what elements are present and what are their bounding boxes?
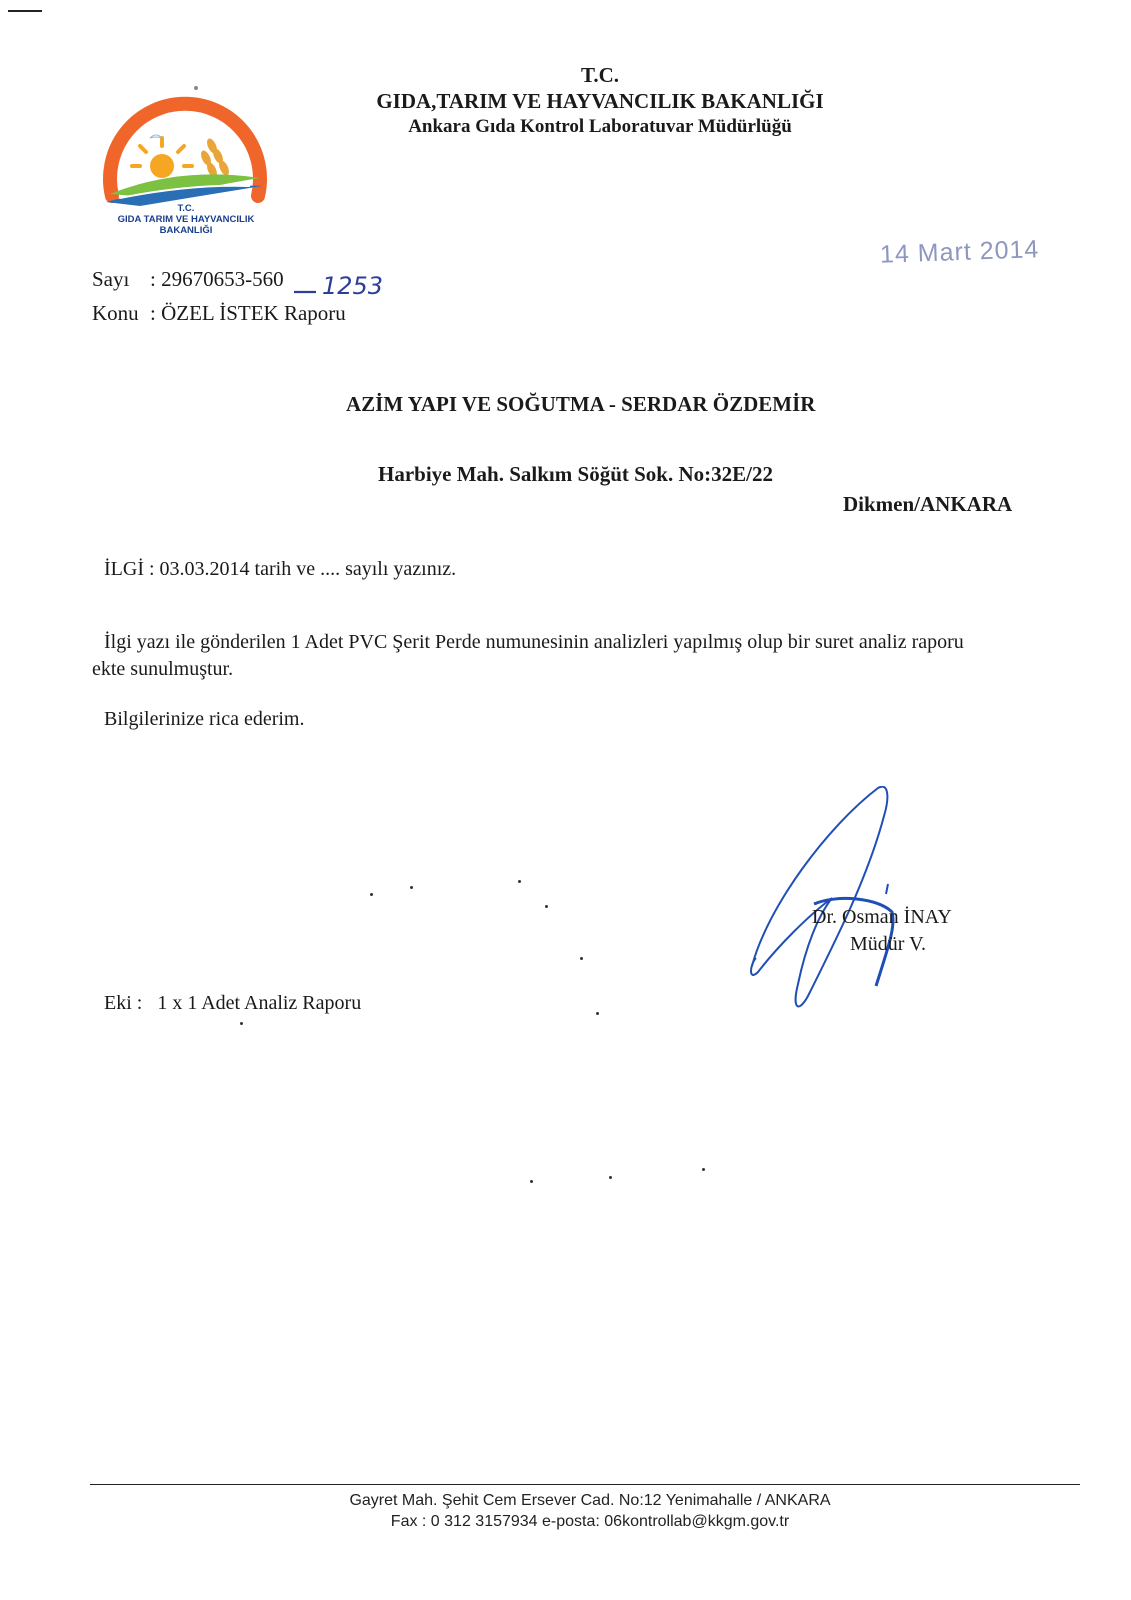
logo-caption-tc: T.C. (177, 203, 195, 214)
logo-caption-ministry: GIDA TARIM VE HAYVANCILIK (117, 214, 255, 225)
scan-speck (518, 880, 521, 883)
scan-speck (702, 1168, 705, 1171)
scan-speck (545, 905, 548, 908)
scan-corner-mark (8, 10, 42, 12)
signer-name: Dr. Osman İNAY (812, 906, 952, 928)
logo-caption (96, 203, 276, 236)
document-subject (92, 300, 346, 326)
scan-speck (609, 1176, 612, 1179)
letterhead-line-tc: T.C. (580, 63, 620, 87)
sayi-value: : 29670653-560 (150, 267, 284, 291)
letterhead-department: Ankara Gıda Kontrol Laboratuvar Müdürlüğü (408, 116, 792, 137)
letterhead (300, 62, 900, 139)
body-paragraph-line-2: ekte sunulmuştur. (92, 658, 234, 680)
reference-line: İLGİ : 03.03.2014 tarih ve .... sayılı yazınız. (104, 558, 457, 580)
footer (300, 1490, 880, 1532)
received-date-stamp: 14 Mart 2014 (879, 235, 1040, 269)
logo-caption-bakanligi: BAKANLIĞI (159, 225, 213, 236)
footer-divider (90, 1484, 1080, 1485)
signer-block (812, 904, 952, 958)
handwritten-number: 1253 (322, 272, 384, 300)
scan-speck (240, 1022, 243, 1025)
recipient-name: AZİM YAPI VE SOĞUTMA - SERDAR ÖZDEMİR (346, 392, 816, 416)
recipient-city: Dikmen/ANKARA (843, 492, 1013, 516)
scan-speck (370, 893, 373, 896)
scan-speck (410, 886, 413, 889)
document-number (92, 266, 284, 292)
konu-value: : ÖZEL İSTEK Raporu (150, 301, 346, 325)
signer-title: Müdür V. (850, 933, 926, 955)
konu-label: Konu (92, 301, 139, 325)
attachment-line: Eki : 1 x 1 Adet Analiz Raporu (104, 992, 362, 1014)
closing-line: Bilgilerinize rica ederim. (104, 708, 305, 730)
footer-contact: Fax : 0 312 3157934 e-posta: 06kontrollab@kkgm.gov.tr (390, 1513, 790, 1530)
footer-address: Gayret Mah. Şehit Cem Ersever Cad. No:12 Yenimahalle / ANKARA (349, 1492, 831, 1509)
recipient-address: Harbiye Mah. Salkım Söğüt Sok. No:32E/22 (378, 462, 773, 486)
letterhead-ministry: GIDA,TARIM VE HAYVANCILIK BAKANLIĞI (376, 89, 824, 113)
handwritten-number-icon (292, 268, 396, 302)
scan-speck (530, 1180, 533, 1183)
body-paragraph-line-1: İlgi yazı ile gönderilen 1 Adet PVC Şerit Perde numunesinin analizleri yapılmış olup bir suret analiz raporu (104, 631, 964, 653)
scan-speck (596, 1012, 599, 1015)
handwritten-signature-icon (748, 786, 898, 1016)
scan-speck (580, 957, 583, 960)
sayi-label: Sayı (92, 267, 130, 291)
